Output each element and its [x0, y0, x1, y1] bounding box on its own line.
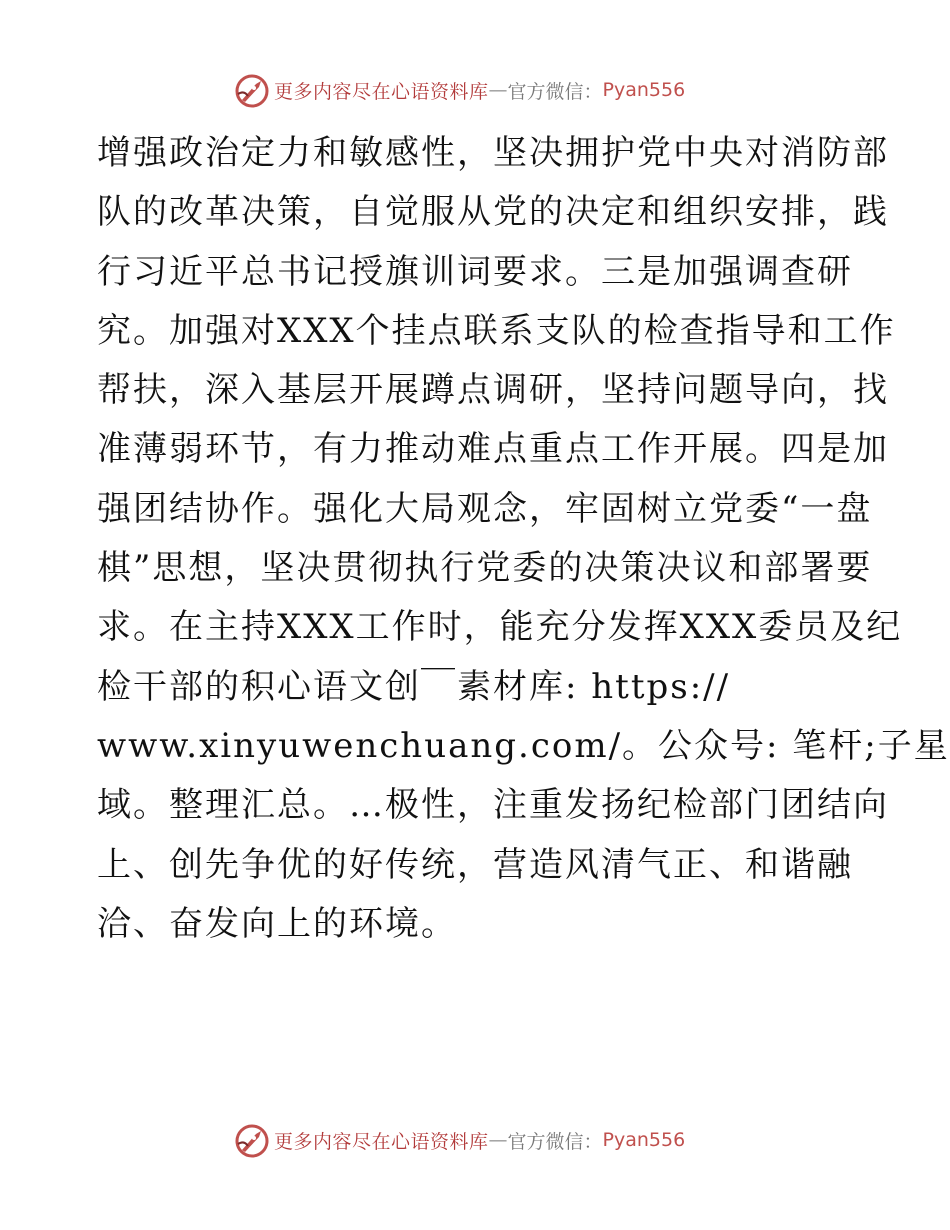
body-line: 棋”思想，坚决贯彻执行党委的决策决议和部署要 [97, 548, 873, 589]
pen-logo-icon [234, 72, 270, 108]
banner-separator: — [488, 1129, 508, 1151]
footer-banner [234, 1120, 685, 1160]
banner-wechat-label: 官方微信： [507, 1130, 603, 1153]
body-line: 域。整理汇总。…极性，注重发扬纪检部门团结向 [97, 785, 889, 826]
body-line: 检干部的积心语文创￣素材库: https:// [97, 666, 731, 707]
pen-logo-icon [234, 1122, 270, 1158]
banner-promo-text: 更多内容尽在心语资料库 [274, 1130, 489, 1153]
body-line: www.xinyuwenchuang.com/。公众号: 笔杆;子星 [97, 725, 950, 766]
banner-wechat-id: Pyan556 [602, 1129, 686, 1151]
banner-promo-text: 更多内容尽在心语资料库 [274, 80, 489, 103]
body-line: 究。加强对XXX个挂点联系支队的检查指导和工作 [97, 310, 896, 351]
body-line: 强团结协作。强化大局观念，牢固树立党委“一盘 [97, 488, 873, 529]
body-line: 上、创先争优的好传统，营造风清气正、和谐融 [97, 844, 853, 885]
body-line: 准薄弱环节，有力推动难点重点工作开展。四是加 [97, 429, 889, 470]
document-body [97, 124, 950, 954]
body-line: 队的改革决策，自觉服从党的决定和组织安排，践 [97, 192, 889, 233]
body-line: 求。在主持XXX工作时，能充分发挥XXX委员及纪 [97, 607, 903, 648]
banner-separator: — [488, 79, 508, 101]
body-line: 帮扶，深入基层开展蹲点调研，坚持问题导向，找 [97, 370, 889, 411]
header-banner [234, 70, 685, 110]
body-line: 增强政治定力和敏感性，坚决拥护党中央对消防部 [97, 133, 889, 173]
banner-wechat-label: 官方微信： [507, 80, 603, 103]
body-line: 行习近平总书记授旗训词要求。三是加强调查研 [97, 251, 853, 292]
banner-wechat-id: Pyan556 [602, 79, 686, 101]
body-line: 洽、奋发向上的环境。 [97, 903, 457, 944]
